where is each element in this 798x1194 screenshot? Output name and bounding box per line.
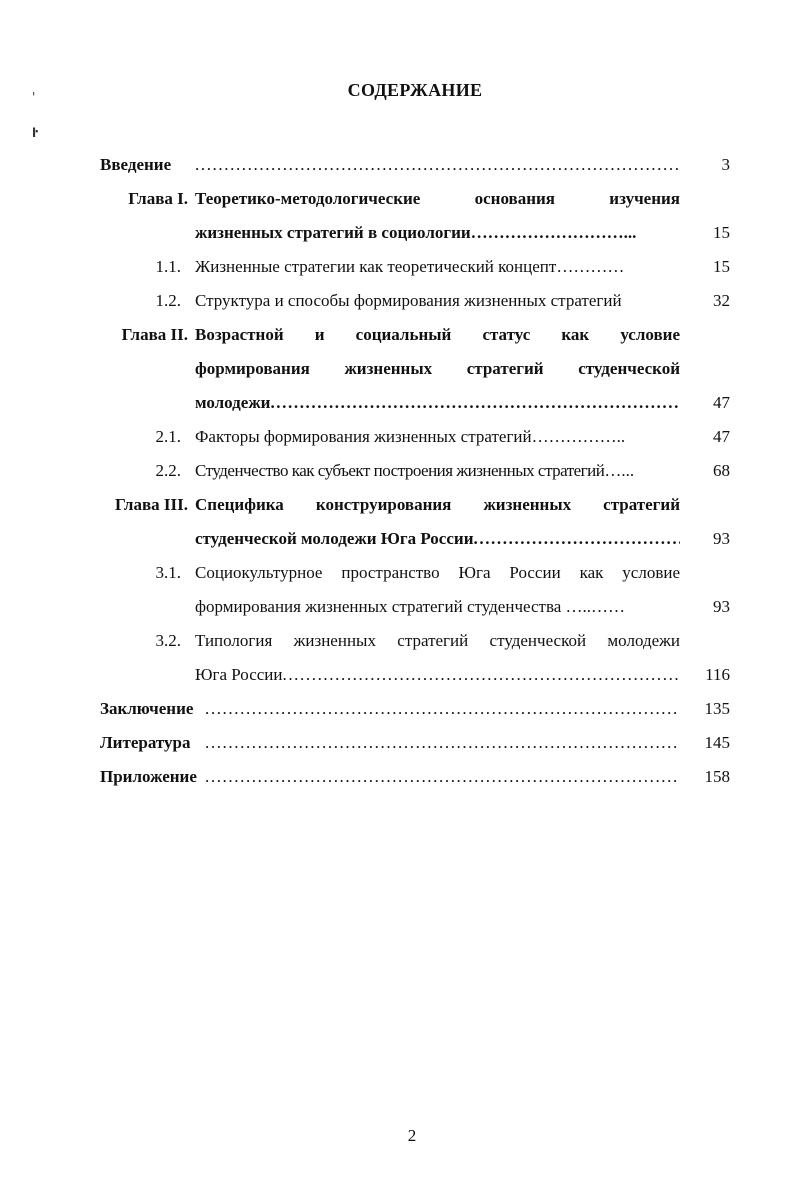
leader-dots — [205, 760, 680, 794]
toc-entry-label: Литература — [100, 733, 191, 752]
toc-entry-page: 68 — [713, 461, 730, 480]
toc-entry-title-line: студенческой молодежи Юга России ..... — [195, 522, 680, 556]
toc-entry-title-line: Специфика конструирования жизненных стратегий — [195, 495, 680, 514]
toc-entry-section-2-1[interactable] — [100, 420, 740, 454]
toc-entry-title-line: Социокультурное пространство Юга России как условие — [195, 563, 680, 582]
leader-dots — [282, 658, 680, 692]
toc-entry-section-3-2[interactable] — [100, 624, 740, 658]
toc-entry-title-line: формирования жизненных стратегий студенческой — [195, 359, 680, 378]
toc-entry-chapter-3[interactable] — [100, 488, 740, 522]
toc-entry-title — [205, 726, 680, 760]
toc-entry-page: 135 — [704, 699, 730, 718]
toc-entry-title — [195, 148, 680, 182]
toc-entry-conclusion[interactable] — [100, 692, 740, 726]
toc-entry-page: 15 — [713, 223, 730, 242]
toc-entry-page: 145 — [704, 733, 730, 752]
toc-entry-label: 2.1. — [155, 427, 181, 446]
toc-entry-chapter-1[interactable] — [100, 182, 740, 216]
leader-dots — [205, 692, 680, 726]
toc-entry-label: 1.2. — [155, 291, 181, 310]
toc-entry-page: 32 — [713, 291, 730, 310]
toc-entry-page: 116 — [705, 665, 730, 684]
toc-entry-chapter-3-continued[interactable] — [100, 522, 740, 556]
toc-entry-label: 2.2. — [155, 461, 181, 480]
toc-entry-page: 93 — [713, 597, 730, 616]
toc-entry-title-line: Возрастной и социальный статус как условие — [195, 325, 680, 344]
leader-dots — [205, 726, 680, 760]
page-title: СОДЕРЖАНИЕ — [347, 80, 483, 100]
toc-entry-label: Заключение — [100, 699, 194, 718]
scan-speck: ' — [32, 90, 36, 104]
toc-entry-title-line: жизненных стратегий в социологии………………………... — [195, 223, 637, 242]
toc-entry-title — [205, 760, 680, 794]
toc-entry-section-3-1[interactable] — [100, 556, 740, 590]
toc-entry-title-line: Юга России ..... — [195, 658, 680, 692]
toc-entry-section-3-2-continued[interactable] — [100, 658, 740, 692]
toc-entry-chapter-1-continued[interactable] — [100, 216, 740, 250]
toc-entry-title: Студенчество как субъект построения жизненных стратегий…... — [195, 461, 635, 480]
toc-entry-label: Глава II. — [121, 325, 188, 344]
toc-entry-section-1-2[interactable] — [100, 284, 740, 318]
leader-dots — [270, 386, 680, 420]
toc-entry-chapter-2[interactable] — [100, 318, 740, 352]
toc-entry-literature[interactable] — [100, 726, 740, 760]
toc-entry-title: Жизненные стратегии как теоретический концепт………… — [195, 257, 625, 276]
leader-dots — [474, 522, 681, 556]
toc-entry-label: Приложение — [100, 767, 197, 786]
toc-entry-title-line: формирования жизненных стратегий студенчества …..…… — [195, 597, 626, 616]
toc-entry-page: 158 — [704, 767, 730, 786]
leader-dots — [195, 148, 680, 182]
toc-entry-label: 3.2. — [155, 631, 181, 650]
toc-entry-title — [205, 692, 680, 726]
toc-entry-page: 47 — [713, 427, 730, 446]
toc-entry-title-line: молодежи ..... — [195, 386, 680, 420]
toc-entry-label: Глава I. — [128, 189, 188, 208]
toc-entry-intro[interactable] — [100, 148, 740, 182]
toc-entry-page: 15 — [713, 257, 730, 276]
toc-entry-page: 93 — [713, 529, 730, 548]
toc-entry-appendix[interactable] — [100, 760, 740, 794]
page-number: 2 — [407, 1126, 417, 1145]
toc-entry-page: 47 — [713, 393, 730, 412]
toc-entry-page: 3 — [721, 155, 730, 174]
toc-entry-section-1-1[interactable] — [100, 250, 740, 284]
toc-entry-chapter-2-continued[interactable] — [100, 352, 740, 386]
toc-entry-label: Глава III. — [115, 495, 188, 514]
toc-entry-title: Факторы формирования жизненных стратегий…………….. — [195, 427, 626, 446]
scan-speck: ŀ — [32, 126, 39, 140]
toc-entry-section-3-1-continued[interactable] — [100, 590, 740, 624]
toc-entry-title: Структура и способы формирования жизненных стратегий — [195, 291, 622, 310]
toc-entry-label: 1.1. — [155, 257, 181, 276]
toc-entry-title-line: Теоретико-методологические основания изучения — [195, 189, 680, 208]
toc-entry-title-line: Типология жизненных стратегий студенческой молодежи — [195, 631, 680, 650]
table-of-contents — [100, 148, 740, 794]
toc-entry-label: Введение — [100, 155, 172, 174]
toc-entry-section-2-2[interactable] — [100, 454, 740, 488]
toc-entry-chapter-2-continued[interactable] — [100, 386, 740, 420]
toc-entry-label: 3.1. — [155, 563, 181, 582]
